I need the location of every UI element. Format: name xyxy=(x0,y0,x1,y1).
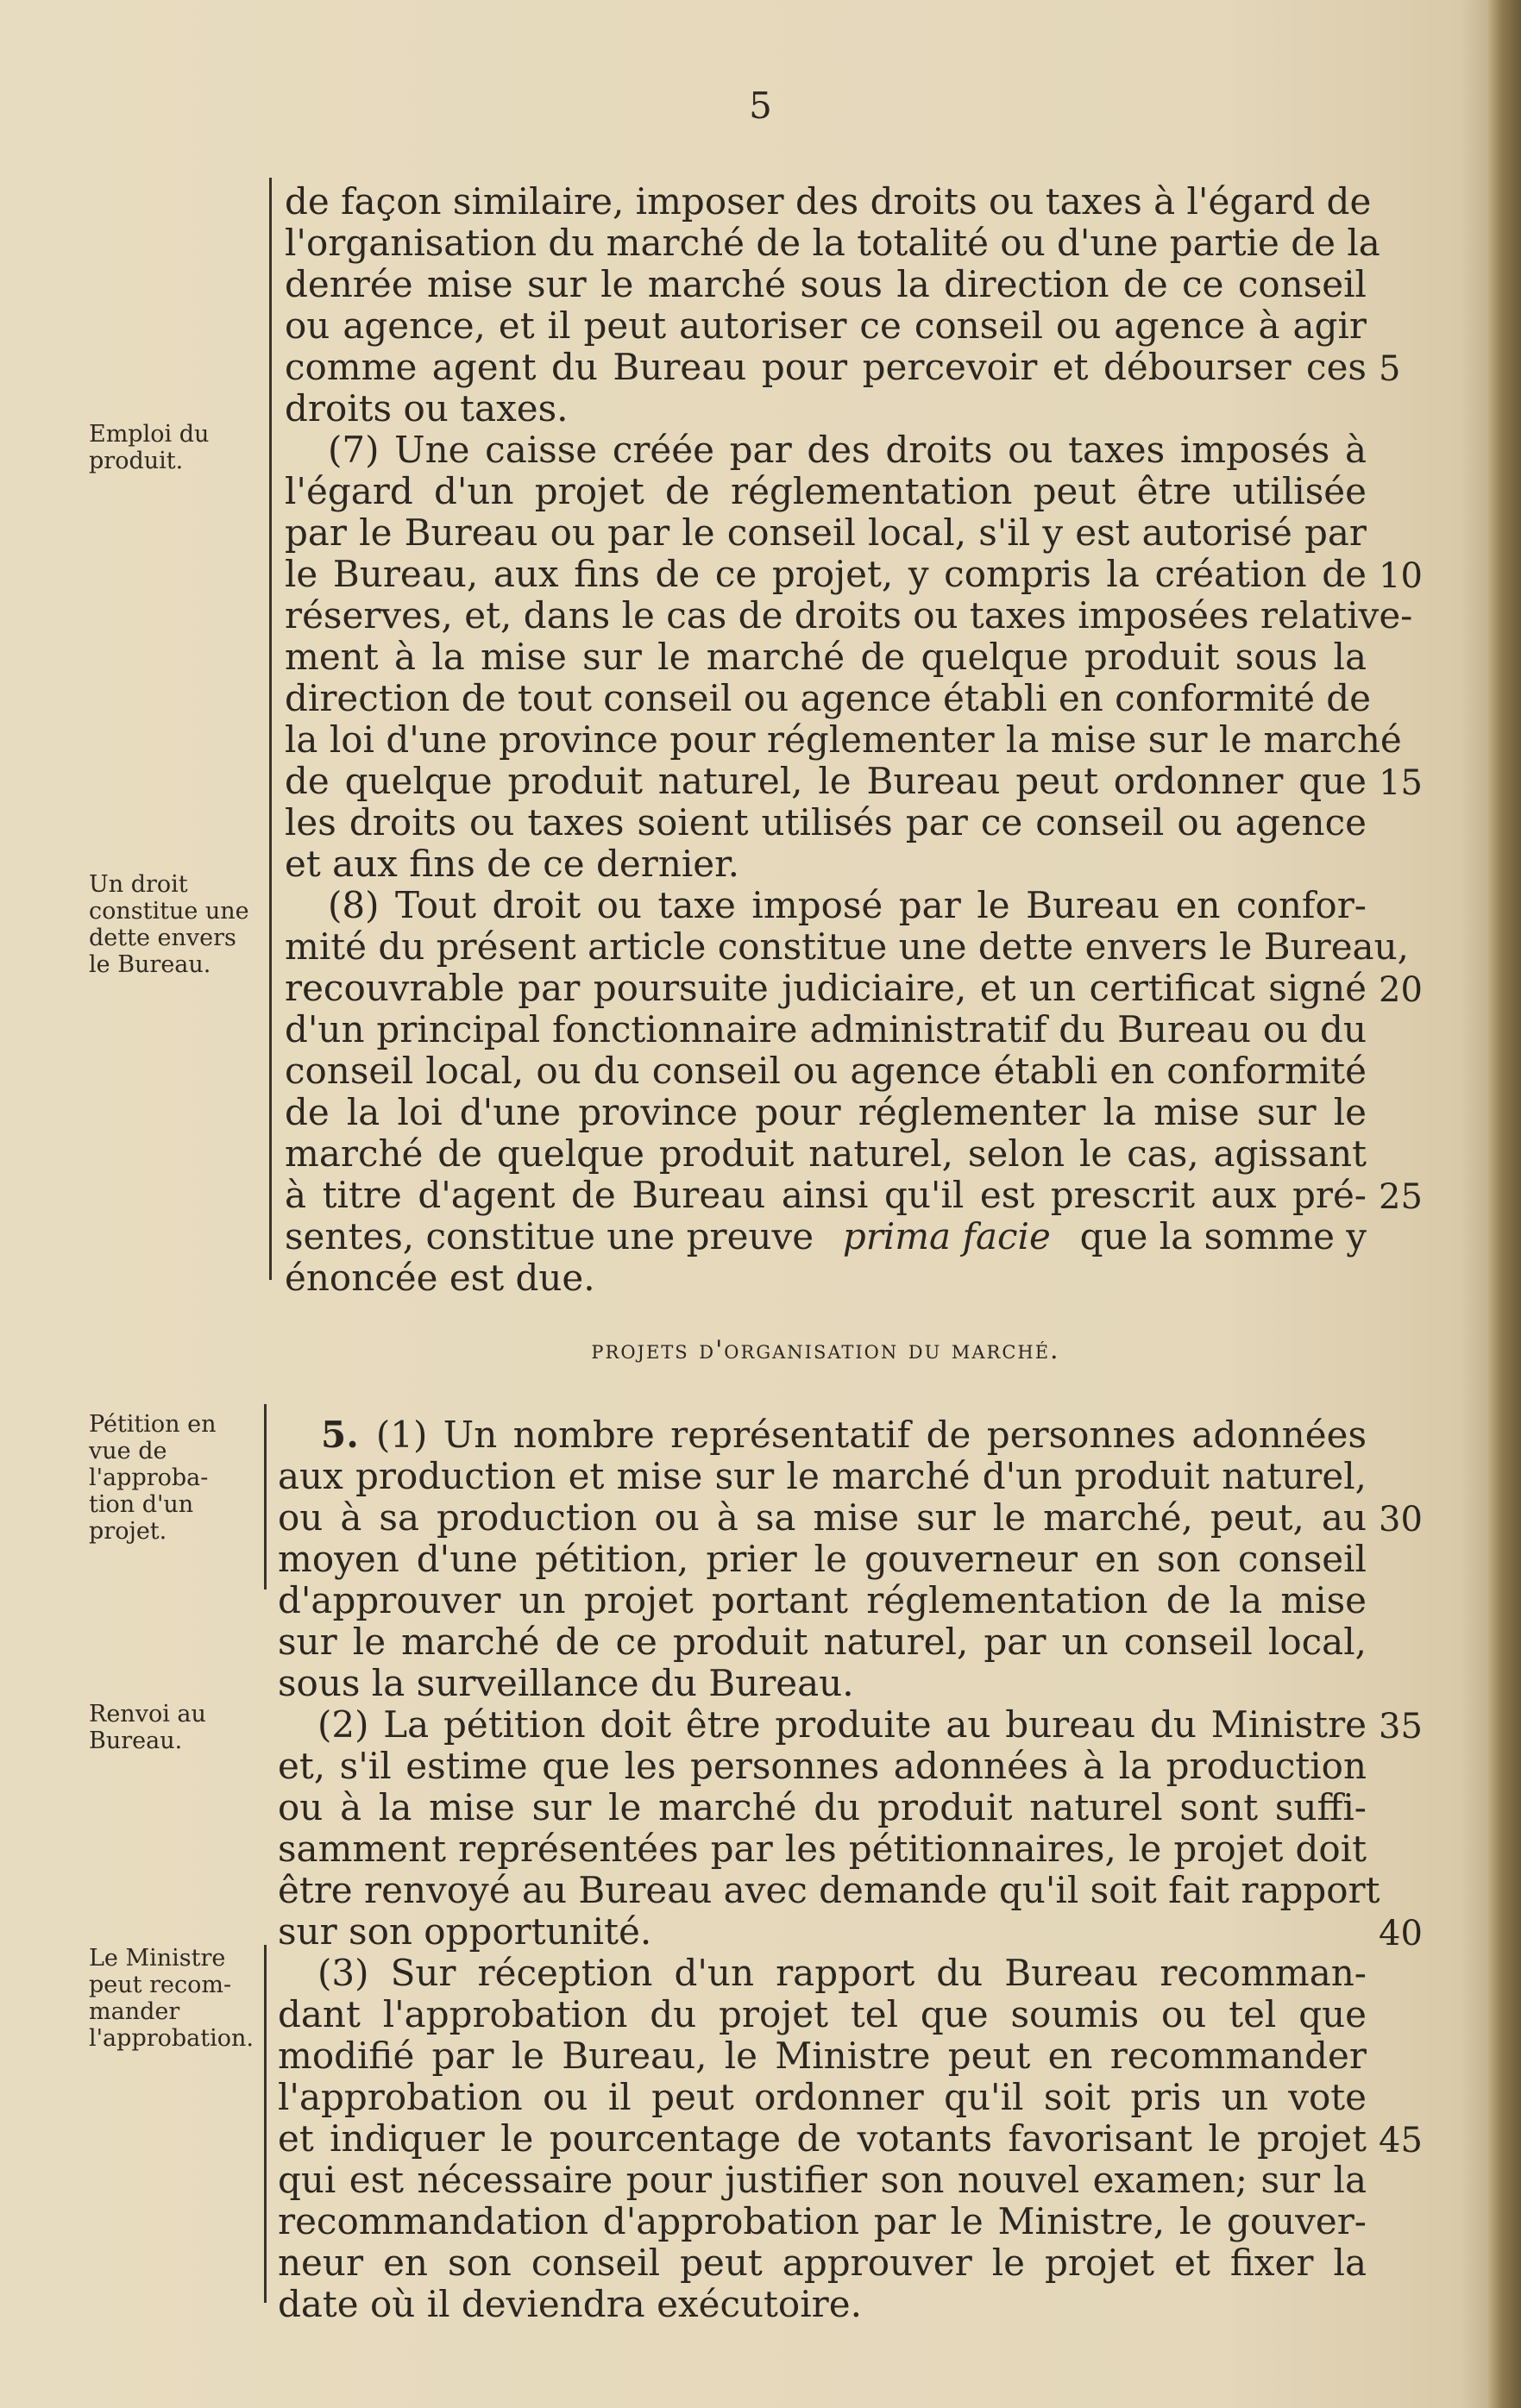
text-line: et, s'il estime que les personnes adonnées à la production xyxy=(278,1745,1367,1787)
text-line: sous la surveillance du Bureau. xyxy=(278,1662,854,1704)
text-line: (2) La pétition doit être produite au bureau du Ministre xyxy=(317,1703,1367,1746)
text-line: neur en son conseil peut approuver le projet et fixer la xyxy=(278,2242,1367,2284)
text-line: qui est nécessaire pour justifier son nouvel examen; sur la xyxy=(278,2159,1367,2201)
margin-note-petition: Pétition en vue de l'approba- tion d'un projet. xyxy=(89,1411,217,1545)
text-line: samment représentées par les pétitionnaires, le projet doit xyxy=(278,1828,1367,1870)
margin-rule xyxy=(264,1945,267,2303)
line-number: 40 xyxy=(1379,1914,1423,1953)
text-segment: que la somme y xyxy=(1079,1215,1367,1257)
text-line: d'un principal fonctionnaire administratif du Bureau ou du xyxy=(285,1008,1367,1050)
line-number: 30 xyxy=(1379,1500,1423,1539)
text-line: (3) Sur réception d'un rapport du Bureau recomman- xyxy=(317,1952,1367,1994)
margin-rule xyxy=(269,178,272,1280)
text-line: recommandation d'approbation par le Ministre, le gouver- xyxy=(278,2200,1367,2242)
text-line: sur le marché de ce produit naturel, par un conseil local, xyxy=(278,1621,1367,1663)
text-line: (7) Une caisse créée par des droits ou taxes imposés à xyxy=(328,429,1367,471)
text-line: et aux fins de ce dernier. xyxy=(285,843,739,885)
text-line: de quelque produit naturel, le Bureau peut ordonner que xyxy=(285,760,1367,802)
page-number: 5 xyxy=(749,85,772,127)
text-line: modifié par le Bureau, le Ministre peut en recommander xyxy=(278,2035,1367,2077)
text-segment-italic: prima facie xyxy=(842,1215,1051,1257)
line-number: 20 xyxy=(1379,970,1423,1010)
text-line: être renvoyé au Bureau avec demande qu'il soit fait rapport xyxy=(278,1869,1380,1911)
text-line: et indiquer le pourcentage de votants favorisant le projet xyxy=(278,2117,1367,2160)
text-line: d'approuver un projet portant réglementation de la mise xyxy=(278,1579,1367,1621)
text-line: à titre d'agent de Bureau ainsi qu'il est prescrit aux pré- xyxy=(285,1174,1367,1216)
text-line: recouvrable par poursuite judiciaire, et un certificat signé xyxy=(285,967,1367,1009)
text-line: l'égard d'un projet de réglementation peut être utilisée xyxy=(285,470,1367,512)
section-heading: projets d'organisation du marché. xyxy=(591,1335,1060,1365)
text-line: sur son opportunité. xyxy=(278,1910,652,1953)
text-line: la loi d'une province pour réglementer la mise sur le marché xyxy=(285,718,1402,761)
margin-note-renvoi: Renvoi au Bureau. xyxy=(89,1701,206,1754)
text-line: le Bureau, aux fins de ce projet, y compris la création de xyxy=(285,553,1367,595)
book-binding-edge xyxy=(1486,0,1521,2408)
text-line: droits ou taxes. xyxy=(285,387,569,430)
text-line: ou agence, et il peut autoriser ce conseil ou agence à agir xyxy=(285,304,1367,347)
margin-rule xyxy=(264,1404,267,1590)
text-line: énoncée est due. xyxy=(285,1257,595,1299)
text-line: conseil local, ou du conseil ou agence établi en conformité xyxy=(285,1050,1367,1092)
text-segment: (1) Un nombre représentatif de personnes adonnées xyxy=(375,1414,1367,1456)
text-line: aux production et mise sur le marché d'un produit naturel, xyxy=(278,1455,1367,1497)
line-number: 5 xyxy=(1379,349,1401,389)
line-number: 35 xyxy=(1379,1707,1423,1746)
margin-note-dette: Un droit constitue une dette envers le Bureau. xyxy=(89,871,249,978)
text-line xyxy=(321,1414,1367,1456)
text-line: par le Bureau ou par le conseil local, s'il y est autorisé par xyxy=(285,511,1367,554)
text-line: direction de tout conseil ou agence établi en conformité de xyxy=(285,677,1372,719)
text-line: denrée mise sur le marché sous la direction de ce conseil xyxy=(285,263,1367,305)
line-number: 25 xyxy=(1379,1177,1423,1217)
text-line: ou à sa production ou à sa mise sur le marché, peut, au xyxy=(278,1496,1367,1539)
section-number: 5. xyxy=(321,1414,359,1456)
margin-note-ministre: Le Ministre peut recom- mander l'approbation. xyxy=(89,1945,254,2052)
text-line: réserves, et, dans le cas de droits ou taxes imposées relative- xyxy=(285,594,1413,636)
margin-note-emploi: Emploi du produit. xyxy=(89,421,210,474)
text-line: mité du présent article constitue une dette envers le Bureau, xyxy=(285,925,1409,968)
text-line: l'approbation ou il peut ordonner qu'il soit pris un vote xyxy=(278,2076,1367,2118)
text-line: les droits ou taxes soient utilisés par ce conseil ou agence xyxy=(285,801,1367,843)
text-line: moyen d'une pétition, prier le gouverneur en son conseil xyxy=(278,1538,1367,1580)
text-line: de la loi d'une province pour réglementer la mise sur le xyxy=(285,1091,1367,1133)
text-line: ou à la mise sur le marché du produit naturel sont suffi- xyxy=(278,1786,1367,1828)
text-line: date où il deviendra exécutoire. xyxy=(278,2283,862,2325)
line-number: 15 xyxy=(1379,763,1423,803)
text-line: l'organisation du marché de la totalité ou d'une partie de la xyxy=(285,222,1380,264)
line-number: 45 xyxy=(1379,2121,1423,2160)
text-line: (8) Tout droit ou taxe imposé par le Bureau en confor- xyxy=(328,884,1367,926)
text-line: de façon similaire, imposer des droits ou taxes à l'égard de xyxy=(285,180,1372,223)
text-line: comme agent du Bureau pour percevoir et débourser ces xyxy=(285,346,1367,388)
text-line: ment à la mise sur le marché de quelque produit sous la xyxy=(285,636,1367,678)
text-line: marché de quelque produit naturel, selon le cas, agissant xyxy=(285,1132,1367,1175)
text-line-prima-facie xyxy=(285,1216,1367,1257)
text-segment: sentes, constitue une preuve xyxy=(285,1215,814,1257)
text-line: dant l'approbation du projet tel que soumis ou tel que xyxy=(278,1993,1367,2035)
line-number: 10 xyxy=(1379,556,1423,596)
